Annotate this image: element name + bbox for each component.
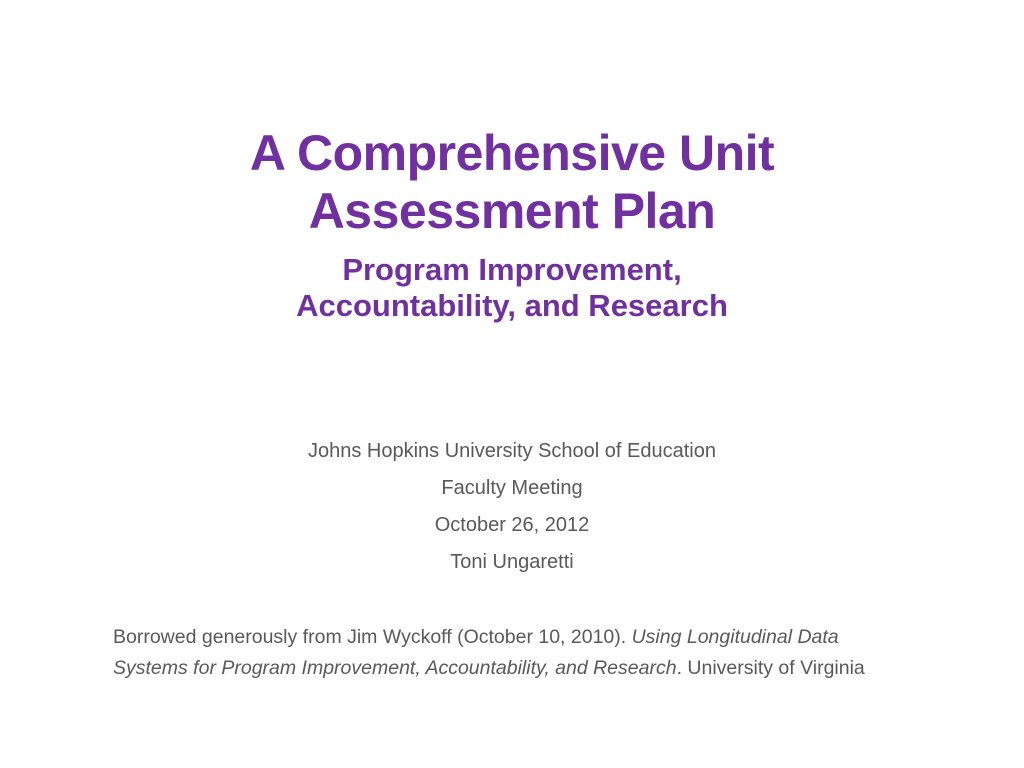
meeting-line: Faculty Meeting [441,477,583,499]
citation-title: Using Longitudinal Data Systems for Program Improvement, Accountability, and Research [113,626,839,679]
citation-suffix: . University of Virginia [676,657,865,679]
slide-title-line-2: Assessment Plan [308,183,716,239]
citation-prefix: Borrowed generously from Jim Wyckoff (October 10, 2010). [113,626,632,648]
presenter-info-block [112,433,912,581]
institution-line: Johns Hopkins University School of Education [308,440,716,462]
date-line: October 26, 2012 [434,514,590,536]
slide-title-line-1: A Comprehensive Unit [249,125,775,181]
slide-subtitle-line-2: Accountability, and Research [296,288,728,323]
citation-text [113,622,913,684]
slide-title-block [112,124,912,324]
slide-subtitle-line-1: Program Improvement, [342,252,682,287]
presenter-name-line: Toni Ungaretti [450,551,574,573]
